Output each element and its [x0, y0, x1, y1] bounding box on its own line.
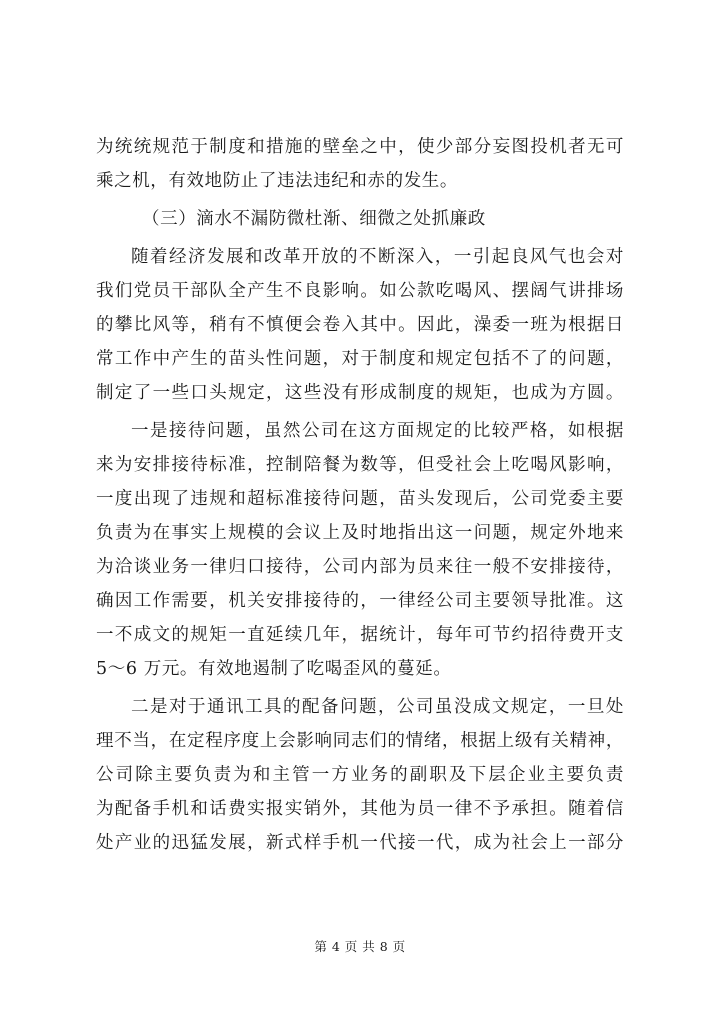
section-heading: （三）滴水不漏防微杜渐、细微之处抓廉政: [142, 209, 486, 229]
text-line: 我们党员干部队全产生不良影响。如公款吃喝风、摆阔气讲排场: [96, 281, 624, 301]
paragraph-first-line: 一是接待问题，虽然公司在这方面规定的比较严格，如根据: [131, 421, 624, 441]
text-line: 常工作中产生的苗头性问题，对于制度和规定包括不了的问题，: [96, 349, 624, 369]
text-line: 来为安排接待标准，控制陪餐为数等，但受社会上吃喝风影响，: [96, 455, 624, 475]
text-line: 负责为在事实上规模的会议上及时地指出这一问题，规定外地来: [96, 523, 624, 543]
text-line: 一度出现了违规和超标准接待问题，苗头发现后，公司党委主要: [96, 489, 624, 509]
text-line: 一不成文的规矩一直延续几年，据统计，每年可节约招待费开支: [96, 625, 624, 645]
text-line: 乘之机，有效地防止了违法违纪和赤的发生。: [96, 171, 458, 191]
text-line: 公司除主要负责为和主管一方业务的副职及下层企业主要负责: [96, 765, 624, 785]
text-line: 为统统规范于制度和措施的壁垒之中，使少部分妄图投机者无可: [96, 137, 624, 157]
text-line: 制定了一些口头规定，这些没有形成制度的规矩，也成为方圆。: [96, 383, 624, 403]
page-number-footer: 第 4 页 共 8 页: [314, 939, 406, 954]
paragraph-first-line: 二是对于通讯工具的配备问题，公司虽没成文规定，一旦处: [131, 697, 624, 717]
paragraph-first-line: 随着经济发展和改革开放的不断深入，一引起良风气也会对: [131, 247, 624, 267]
text-line: 确因工作需要，机关安排接待的，一律经公司主要领导批准。这: [96, 591, 624, 611]
text-line: 为配备手机和话费实报实销外，其他为员一律不予承担。随着信: [96, 799, 624, 819]
text-line: 理不当，在定程序度上会影响同志们的情绪，根据上级有关精神，: [96, 731, 624, 751]
body-text: [96, 130, 624, 860]
text-line: 为洽谈业务一律归口接待，公司内部为员来往一般不安排接待，: [96, 557, 624, 577]
text-line: 5～6 万元。有效地遏制了吃喝歪风的蔓延。: [96, 659, 452, 679]
text-line: 的攀比风等，稍有不慎便会卷入其中。因此，澡委一班为根据日: [96, 315, 624, 335]
text-line: 处产业的迅猛发展，新式样手机一代接一代，成为社会上一部分: [96, 833, 624, 853]
